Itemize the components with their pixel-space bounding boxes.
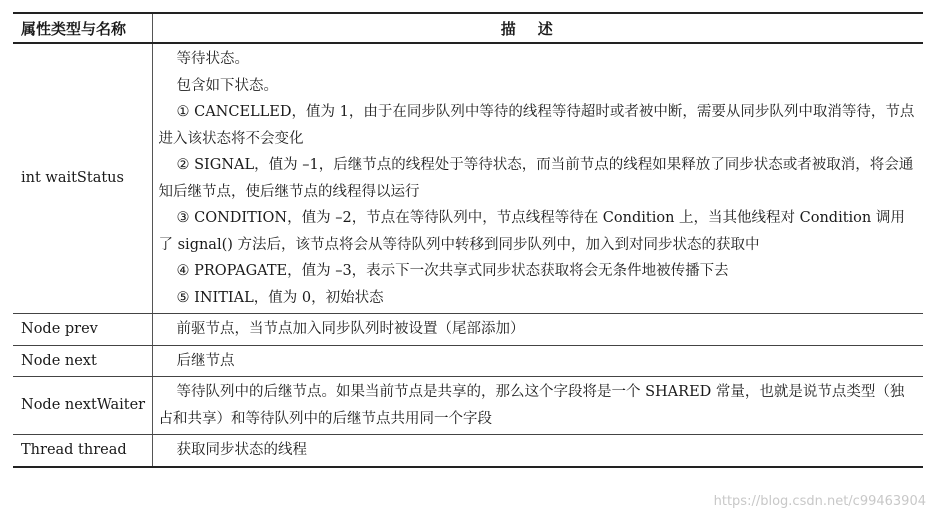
table-row (13, 345, 923, 377)
attribute-name: Node next (13, 345, 152, 377)
column-header-name: 属性类型与名称 (13, 13, 152, 43)
description-paragraph: 获取同步状态的线程 (176, 442, 307, 458)
table-row (13, 377, 923, 435)
attribute-description (152, 435, 923, 467)
description-paragraph: 包含如下状态。 (176, 77, 278, 94)
table-header-row (13, 13, 923, 43)
description-paragraph: 前驱节点，当节点加入同步队列时被设置（尾部添加） (176, 321, 525, 337)
description-paragraph: ④ PROPAGATE，值为 –3，表示下一次共享式同步状态获取将会无条件地被传播下去 (176, 263, 729, 279)
table-row (13, 43, 923, 314)
attribute-description (152, 43, 923, 314)
attribute-name: Node prev (13, 314, 152, 346)
attribute-description (152, 314, 923, 346)
attribute-name: Thread thread (13, 435, 152, 467)
description-paragraph: 等待队列中的后继节点。如果当前节点是共享的，那么这个字段将是一个 SHARED 常量，也就是说节点类型（独占和共享）和等待队列中的后继节点共用同一个字段 (158, 384, 905, 427)
attribute-table (13, 12, 923, 468)
attribute-description (152, 377, 923, 435)
description-paragraph: ② SIGNAL，值为 –1，后继节点的线程处于等待状态，而当前节点的线程如果释放了同步状态或者被取消，将会通知后继节点，使后继节点的线程得以运行 (158, 157, 914, 200)
watermark: https://blog.csdn.net/c99463904 (713, 494, 926, 509)
table-row (13, 314, 923, 346)
description-paragraph: ⑤ INITIAL，值为 0，初始状态 (176, 289, 384, 306)
attribute-name: int waitStatus (13, 43, 152, 314)
attribute-name: Node nextWaiter (13, 377, 152, 435)
table-row (13, 435, 923, 467)
description-paragraph: ③ CONDITION，值为 –2，节点在等待队列中，节点线程等待在 Condition 上，当其他线程对 Condition 调用了 signal() 方法后，该节点将会从等待队列中转移到同步队列中，加入到对同步状态的获取中 (158, 210, 905, 253)
description-paragraph: ① CANCELLED，值为 1，由于在同步队列中等待的线程等待超时或者被中断，需要从同步队列中取消等待，节点进入该状态将不会变化 (158, 104, 915, 147)
description-paragraph: 后继节点 (176, 352, 235, 369)
attribute-description (152, 345, 923, 377)
column-header-description: 描述 (152, 13, 923, 43)
description-paragraph: 等待状态。 (176, 51, 249, 67)
